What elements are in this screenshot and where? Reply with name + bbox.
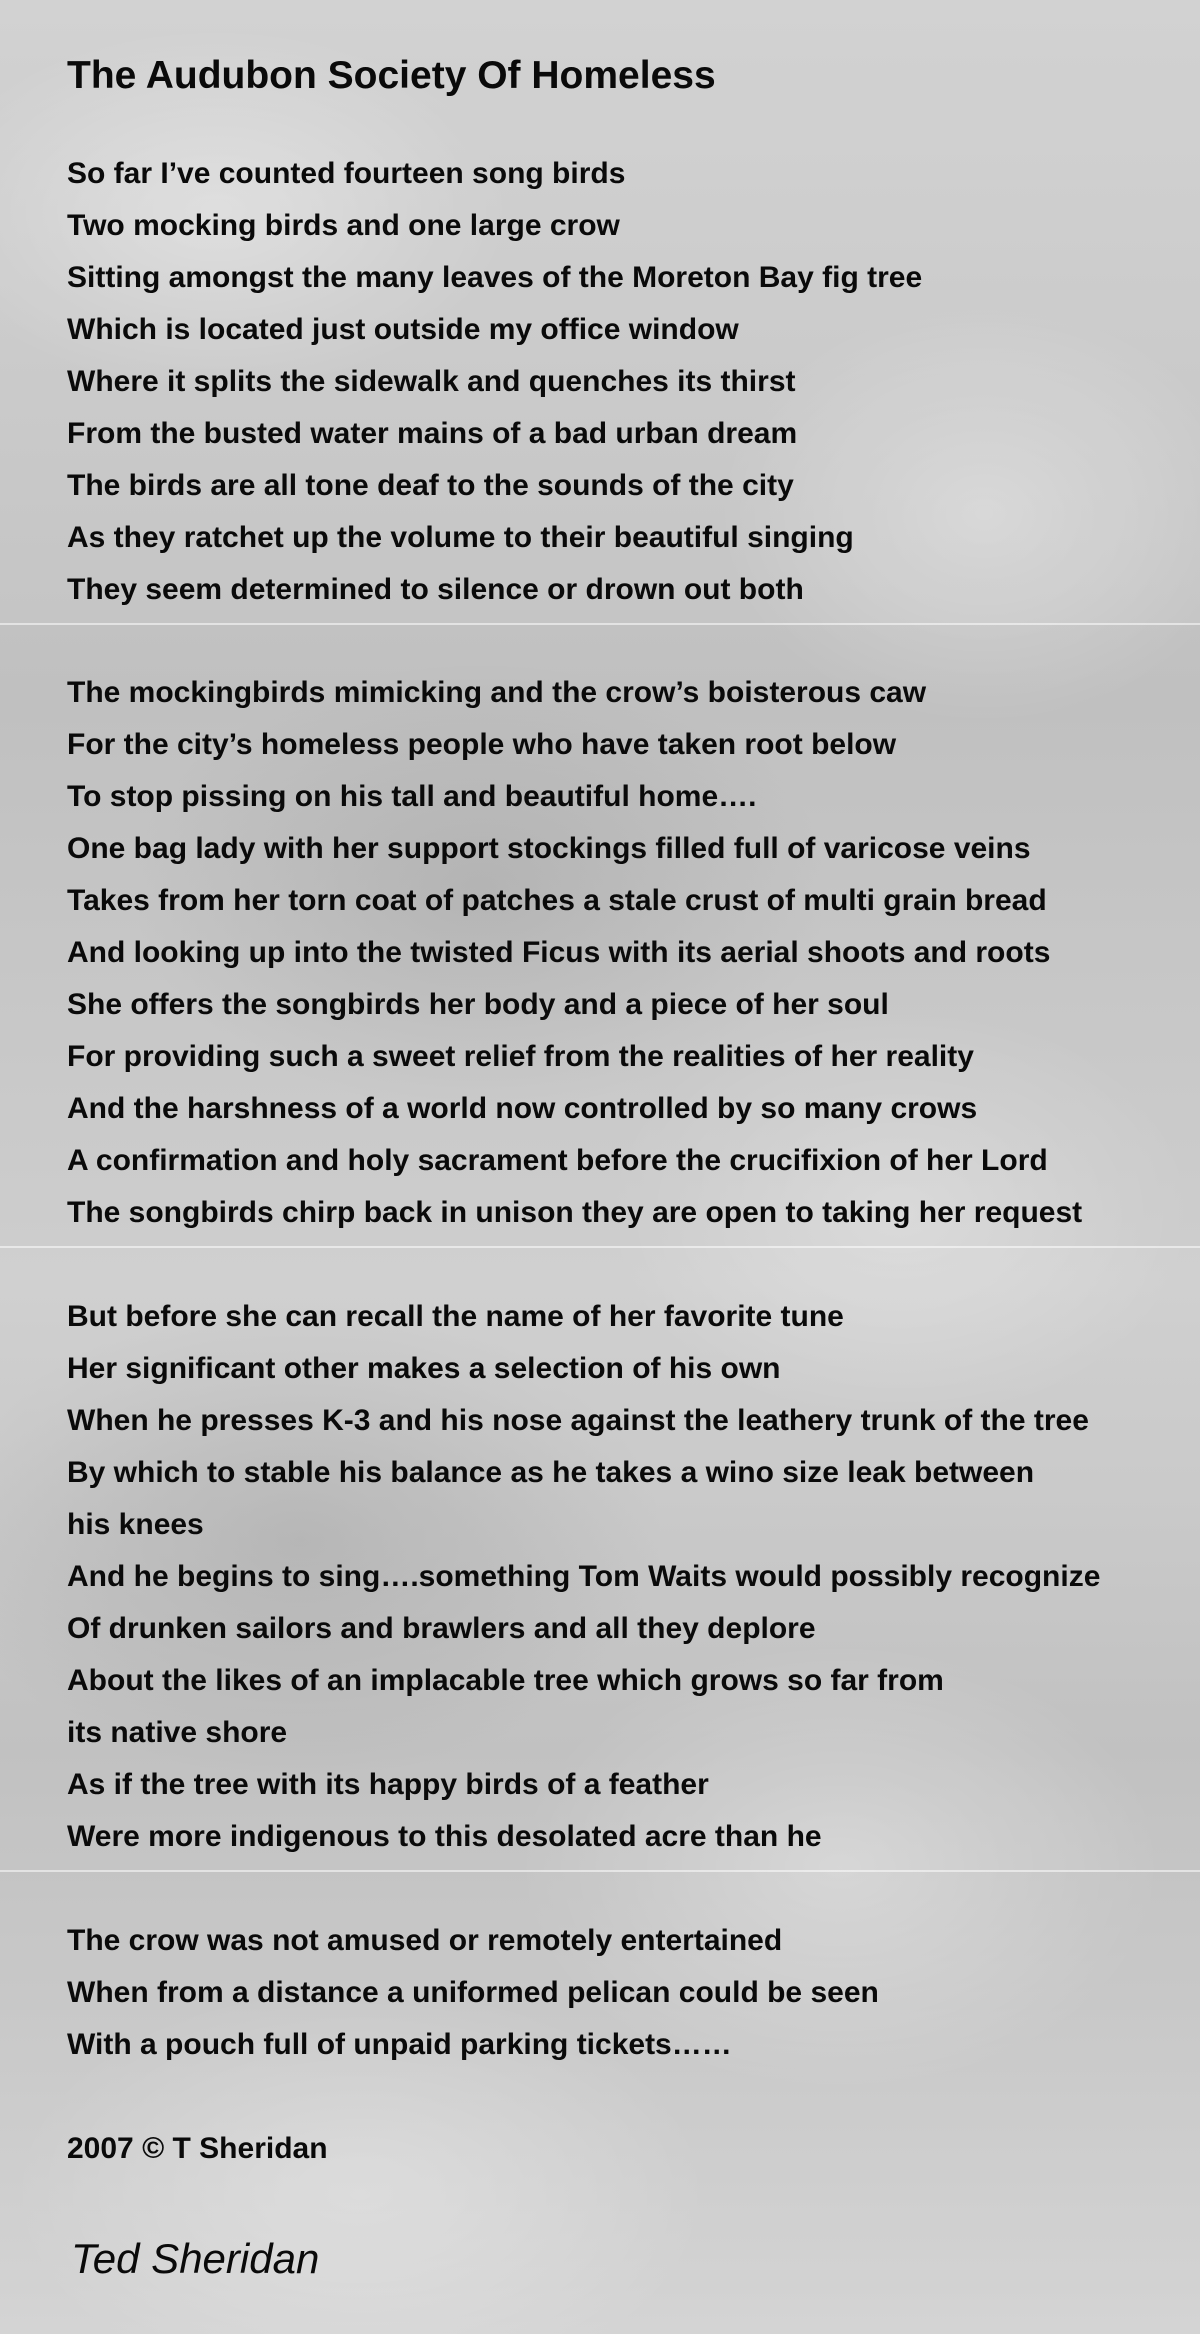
poem-line: To stop pissing on his tall and beautiful home…. (67, 780, 757, 813)
poem-line: And he begins to sing….something Tom Waits would possibly recognize (67, 1560, 1101, 1593)
poem-line: The songbirds chirp back in unison they are open to taking her request (67, 1196, 1083, 1229)
stanza-1 (67, 148, 922, 616)
poem-line: As they ratchet up the volume to their beautiful singing (67, 521, 854, 554)
poem-line: So far I’ve counted fourteen song birds (67, 157, 626, 190)
poem-line: Of drunken sailors and brawlers and all they deplore (67, 1612, 816, 1645)
poem-line: The mockingbirds mimicking and the crow’s boisterous caw (67, 676, 927, 709)
poem-line: Takes from her torn coat of patches a stale crust of multi grain bread (67, 884, 1047, 917)
poem-line: A confirmation and holy sacrament before the crucifixion of her Lord (67, 1144, 1048, 1177)
poem-line: his knees (67, 1508, 204, 1541)
poem-line: With a pouch full of unpaid parking tickets…… (67, 2028, 732, 2061)
poem-line: And the harshness of a world now controlled by so many crows (67, 1092, 978, 1125)
stanza-4 (67, 1915, 879, 2071)
poem-line: About the likes of an implacable tree which grows so far from (67, 1664, 944, 1697)
poem-line: Her significant other makes a selection of his own (67, 1352, 781, 1385)
poem-line: And looking up into the twisted Ficus with its aerial shoots and roots (67, 936, 1051, 969)
poem-line: They seem determined to silence or drown out both (67, 573, 804, 606)
poem-line: The birds are all tone deaf to the sounds of the city (67, 469, 794, 502)
stanza-2 (67, 667, 1082, 1239)
poem-line: Two mocking birds and one large crow (67, 209, 620, 242)
poem-line: For the city’s homeless people who have taken root below (67, 728, 897, 761)
poem-line: For providing such a sweet relief from the realities of her reality (67, 1040, 974, 1073)
stanza-3 (67, 1291, 1100, 1863)
poem-line: Where it splits the sidewalk and quenches its thirst (67, 365, 796, 398)
author-signature: Ted Sheridan (71, 2235, 320, 2282)
poem-line: When he presses K-3 and his nose against the leathery trunk of the tree (67, 1404, 1089, 1437)
poem-line: Were more indigenous to this desolated acre than he (67, 1820, 822, 1853)
poem-title: The Audubon Society Of Homeless (67, 54, 716, 97)
poem-line: Which is located just outside my office window (67, 313, 739, 346)
poem-line: its native shore (67, 1716, 288, 1749)
poem-line: When from a distance a uniformed pelican could be seen (67, 1976, 879, 2009)
poem-line: Sitting amongst the many leaves of the Moreton Bay fig tree (67, 261, 923, 294)
poem-line: From the busted water mains of a bad urban dream (67, 417, 798, 450)
poem-line: But before she can recall the name of her favorite tune (67, 1300, 844, 1333)
poem-line: One bag lady with her support stockings filled full of varicose veins (67, 832, 1031, 865)
poem-line: As if the tree with its happy birds of a feather (67, 1768, 709, 1801)
poem-line: By which to stable his balance as he takes a wino size leak between (67, 1456, 1035, 1489)
poem-line: The crow was not amused or remotely entertained (67, 1924, 783, 1957)
poem-line: She offers the songbirds her body and a piece of her soul (67, 988, 889, 1021)
copyright-notice: 2007 © T Sheridan (67, 2132, 328, 2165)
